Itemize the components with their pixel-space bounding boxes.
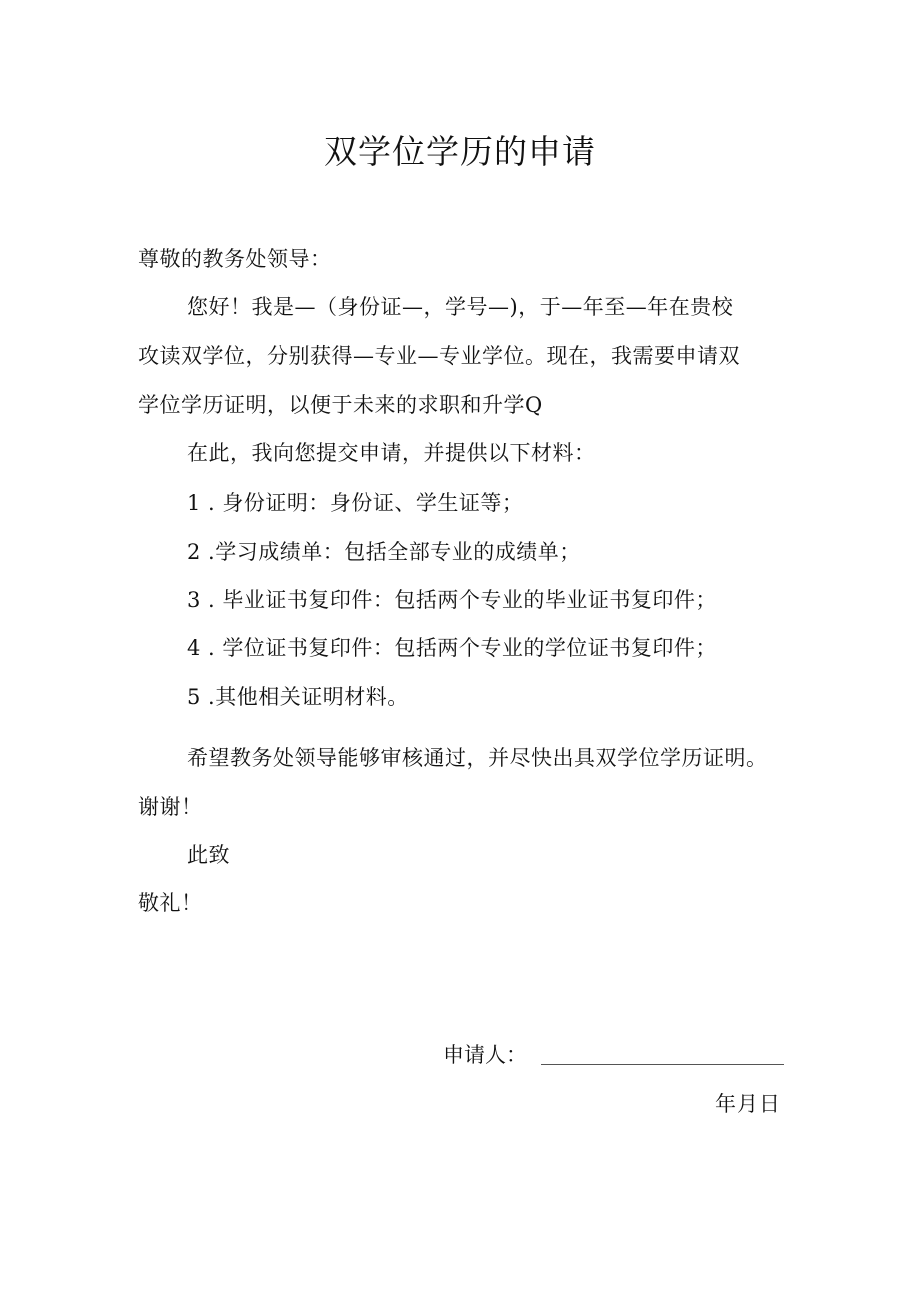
closing-paragraph-line: 谢谢！ [138, 795, 203, 819]
material-item: 4 . 学位证书复印件：包括两个专业的学位证书复印件； [187, 636, 717, 660]
paragraph-line: 攻读双学位，分别获得—专业—专业学位。现在，我需要申请双 [138, 344, 740, 368]
material-item: 5 .其他相关证明材料。 [187, 685, 409, 709]
salutation: 尊敬的教务处领导： [138, 247, 332, 271]
applicant-label: 申请人： [443, 1043, 527, 1067]
regards-line-1: 此致 [187, 843, 230, 867]
paragraph-line: 您好！我是—（身份证—，学号—)，于—年至—年在贵校 [187, 295, 734, 319]
materials-intro: 在此，我向您提交申请，并提供以下材料： [187, 441, 596, 465]
date-label: 年月日 [715, 1092, 781, 1116]
document-title: 双学位学历的申请 [324, 132, 596, 171]
applicant-signature-line [541, 1064, 784, 1065]
material-item: 2 .学习成绩单：包括全部专业的成绩单； [187, 540, 581, 564]
regards-line-2: 敬礼！ [138, 891, 203, 915]
material-item: 3 . 毕业证书复印件：包括两个专业的毕业证书复印件； [187, 588, 717, 612]
paragraph-line: 学位学历证明，以便于未来的求职和升学Q [138, 393, 543, 417]
material-item: 1 . 身份证明：身份证、学生证等； [187, 491, 524, 515]
closing-paragraph-line: 希望教务处领导能够审核通过，并尽快出具双学位学历证明。 [187, 746, 768, 770]
